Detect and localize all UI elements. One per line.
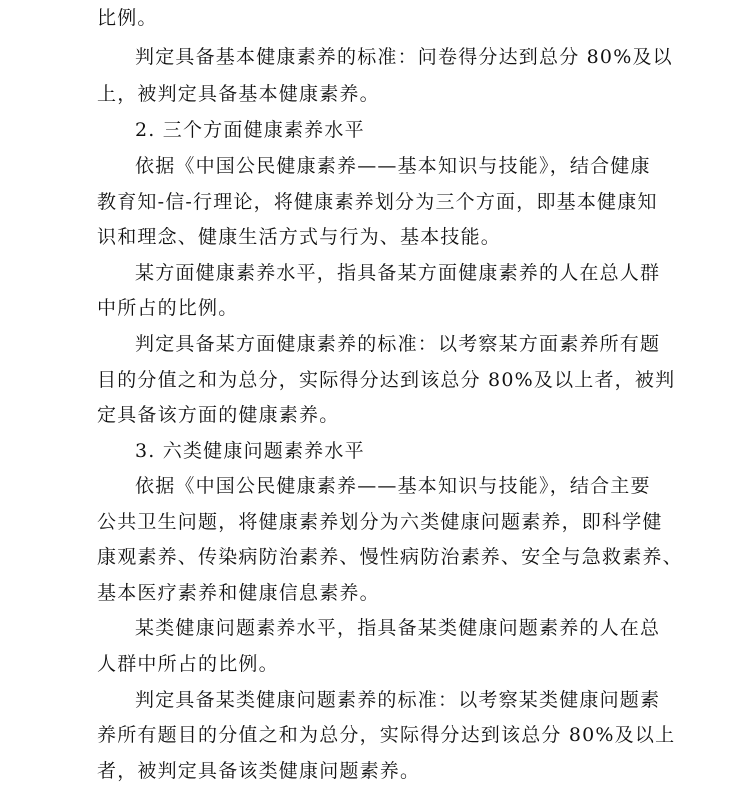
section-heading: 2. 三个方面健康素养水平 [135,119,365,141]
text-line: 养所有题目的分值之和为总分，实际得分达到该总分 80%及以上 [97,724,676,746]
section-heading: 3. 六类健康问题素养水平 [135,440,365,462]
text-line: 判定具备某方面健康素养的标准：以考察某方面素养所有题 [135,333,661,355]
text-line: 上，被判定具备基本健康素养。 [97,83,380,105]
text-line: 中所占的比例。 [97,297,239,319]
text-line: 某方面健康素养水平，指具备某方面健康素养的人在总人群 [135,262,661,284]
text-line: 判定具备某类健康问题素养的标准：以考察某类健康问题素 [135,689,661,711]
text-line: 定具备该方面的健康素养。 [97,404,340,426]
text-line: 判定具备基本健康素养的标准：问卷得分达到总分 80%及以 [135,46,673,68]
text-line: 目的分值之和为总分，实际得分达到该总分 80%及以上者，被判 [97,369,676,391]
text-line: 康观素养、传染病防治素养、慢性病防治素养、安全与急救素养、 [97,546,683,568]
text-line: 者，被判定具备该类健康问题素养。 [97,760,421,782]
text-line: 依据《中国公民健康素养——基本知识与技能》，结合健康 [135,155,651,177]
text-line: 教育知-信-行理论，将健康素养划分为三个方面，即基本健康知 [97,191,658,213]
text-line: 公共卫生问题，将健康素养划分为六类健康问题素养，即科学健 [97,511,663,533]
text-line: 依据《中国公民健康素养——基本知识与技能》，结合主要 [135,475,651,497]
text-line: 人群中所占的比例。 [97,653,279,675]
text-line: 识和理念、健康生活方式与行为、基本技能。 [97,226,502,248]
text-line: 某类健康问题素养水平，指具备某类健康问题素养的人在总 [135,617,661,639]
text-line: 比例。 [97,7,158,29]
text-line: 基本医疗素养和健康信息素养。 [97,582,380,604]
